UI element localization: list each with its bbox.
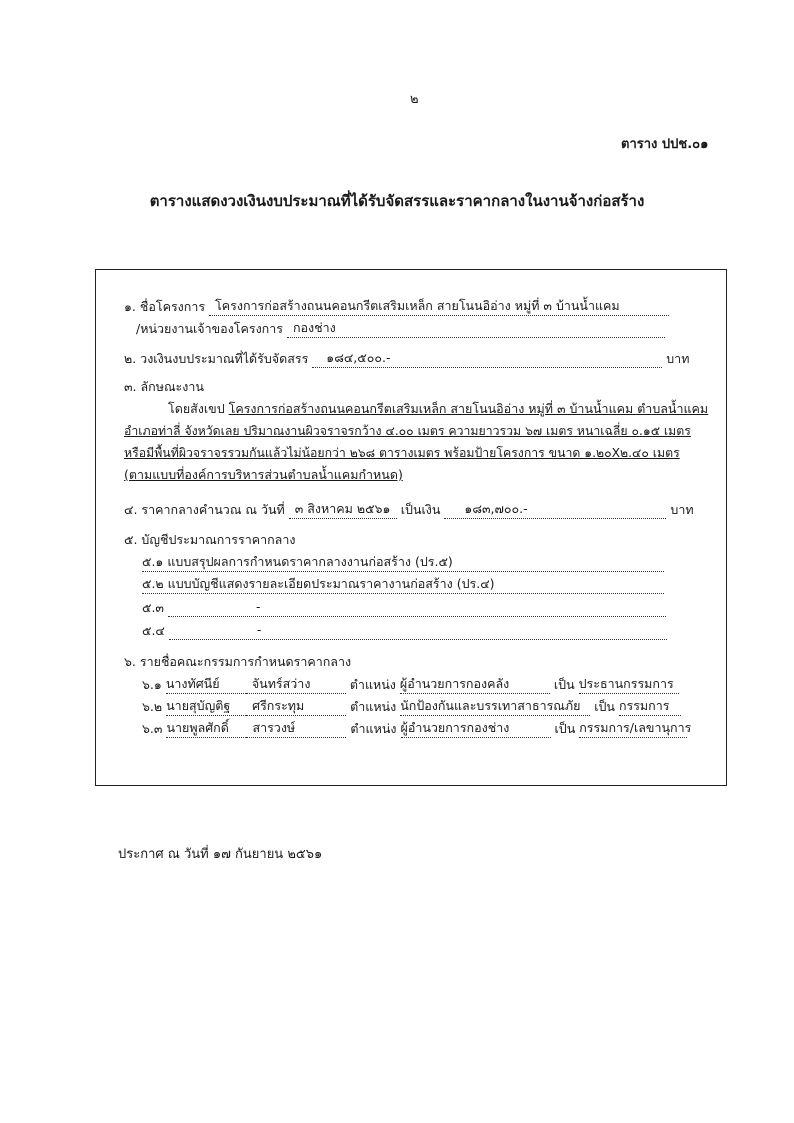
form-box xyxy=(95,269,727,786)
committee-first: นายสุบัญติฐ xyxy=(166,697,246,716)
account-1-row xyxy=(142,553,664,572)
committee-position: ผู้อำนวยการกองคลัง xyxy=(400,675,550,694)
project-label: ๑. ชื่อโครงการ xyxy=(124,299,206,314)
agency-value: กองช่าง xyxy=(292,320,336,335)
median-value-line xyxy=(444,500,666,519)
committee-no: ๖.๓ xyxy=(142,721,163,736)
committee-last-text: สารวงษ์ xyxy=(252,720,296,735)
committee-as-label: เป็น xyxy=(594,699,615,714)
committee-as-label: เป็น xyxy=(553,677,575,692)
account-3-label: ๕.๓ xyxy=(142,600,164,615)
announcement-date: ประกาศ ณ วันที่ ๑๗ กันยายน ๒๕๖๑ xyxy=(118,847,323,862)
committee-label: ๖. รายชื่อคณะกรรมการกำหนดราคากลาง xyxy=(124,654,352,669)
committee-last xyxy=(246,675,346,694)
page-number: ๒ xyxy=(410,92,419,107)
committee-last xyxy=(246,697,346,716)
committee-row xyxy=(142,675,679,694)
median-unit: บาท xyxy=(670,502,694,517)
account-4-label: ๕.๔ xyxy=(142,623,165,638)
account-4-row xyxy=(142,621,667,640)
committee-pos-label: ตำแหน่ง xyxy=(349,677,396,692)
nature-line-1: โครงการก่อสร้างถนนคอนกรีตเสริมเหล็ก สายโนนอิอ่าง หมู่ที่ ๓ บ้านน้ำแคม ตำบลน้ำแคม xyxy=(228,401,709,416)
committee-row xyxy=(142,719,692,738)
median-value: ๑๘๓,๗๐๐.- xyxy=(464,501,528,516)
budget-value-line xyxy=(312,349,662,368)
committee-pos-label: ตำแหน่ง xyxy=(350,699,397,714)
account-3-row xyxy=(142,598,666,617)
committee-role: ประธานกรรมการ xyxy=(579,675,679,694)
accounts-label: ๕. บัญชีประมาณการราคากลาง xyxy=(124,532,296,547)
median-date: ๓ สิงหาคม ๒๕๖๑ xyxy=(294,501,391,516)
committee-no: ๖.๑ xyxy=(142,677,162,692)
committee-role: กรรมการ xyxy=(619,697,681,716)
nature-line-1-row xyxy=(168,400,708,418)
project-value-line xyxy=(209,297,669,316)
committee-position: ผู้อำนวยการกองช่าง xyxy=(401,719,551,738)
form-code: ตาราง ปปช.๐๑ xyxy=(621,137,709,152)
nature-prefix: โดยสังเขป xyxy=(168,401,225,416)
agency-label: /หน่วยงานเจ้าของโครงการ xyxy=(136,321,283,336)
project-row xyxy=(124,297,669,316)
committee-pos-label: ตำแหน่ง xyxy=(350,721,397,736)
account-4-line xyxy=(169,621,667,640)
budget-value: ๑๘๔,๕๐๐.- xyxy=(326,350,391,365)
committee-position: นักป้องกันและบรรเทาสาธารณภัย xyxy=(400,697,590,716)
committee-last-text: ศรีกระทุม xyxy=(252,698,305,713)
budget-row xyxy=(124,349,689,368)
median-mid: เป็นเงิน xyxy=(400,502,441,517)
nature-line-3: หรือมีพื้นที่ผิวจราจรรวมกันแล้วไม่น้อยกว่า ๒๖๘ ตารางเมตร พร้อมป้ายโครงการ ขนาด ๑.๒๐X๒.๔๐ เมตร xyxy=(124,446,680,460)
committee-no: ๖.๒ xyxy=(142,699,163,714)
committee-row xyxy=(142,697,681,716)
project-value: โครงการก่อสร้างถนนคอนกรีตเสริมเหล็ก สายโนนอิอ่าง หมู่ที่ ๓ บ้านน้ำแคม xyxy=(215,298,620,313)
account-1: ๕.๑ แบบสรุปผลการกำหนดราคากลางงานก่อสร้าง (ปร.๕) xyxy=(142,553,664,572)
committee-last-text: จันทร์สว่าง xyxy=(251,676,311,691)
account-4-value: - xyxy=(256,622,262,637)
committee-last xyxy=(246,719,346,738)
budget-unit: บาท xyxy=(666,351,690,366)
committee-as-label: เป็น xyxy=(554,721,576,736)
nature-line-4: (ตามแบบที่องค์การบริหารส่วนตำบลน้ำแคมกำหนด) xyxy=(124,467,403,482)
agency-value-line xyxy=(287,319,665,338)
median-label: ๔. ราคากลางคำนวณ ณ วันที่ xyxy=(124,502,285,517)
nature-label: ๓. ลักษณะงาน xyxy=(124,379,204,394)
account-3-value: - xyxy=(255,599,261,614)
account-2-row xyxy=(142,575,664,594)
nature-line-2: อำเภอท่าลี่ จังหวัดเลย ปริมาณงานผิวจราจรกว้าง ๔.๐๐ เมตร ความยาวรวม ๖๗ เมตร หนาเฉลี่ย ๐.๑๕ เมตร xyxy=(124,424,691,438)
account-2: ๕.๒ แบบบัญชีแสดงรายละเอียดประมาณราคางานก่อสร้าง (ปร.๔) xyxy=(142,575,664,594)
committee-first: นายพูลศักดิ์ xyxy=(166,719,246,738)
median-row xyxy=(124,500,694,519)
committee-first: นางทัศนีย์ xyxy=(166,675,246,694)
committee-role: กรรมการ/เลขานุการ xyxy=(579,719,687,738)
account-3-line xyxy=(168,598,666,617)
budget-label: ๒. วงเงินงบประมาณที่ได้รับจัดสรร xyxy=(124,351,309,366)
document-title: ตารางแสดงวงเงินงบประมาณที่ได้รับจัดสรรและราคากลางในงานจ้างก่อสร้าง xyxy=(149,192,645,210)
agency-row xyxy=(136,319,665,338)
median-date-line xyxy=(289,500,397,519)
